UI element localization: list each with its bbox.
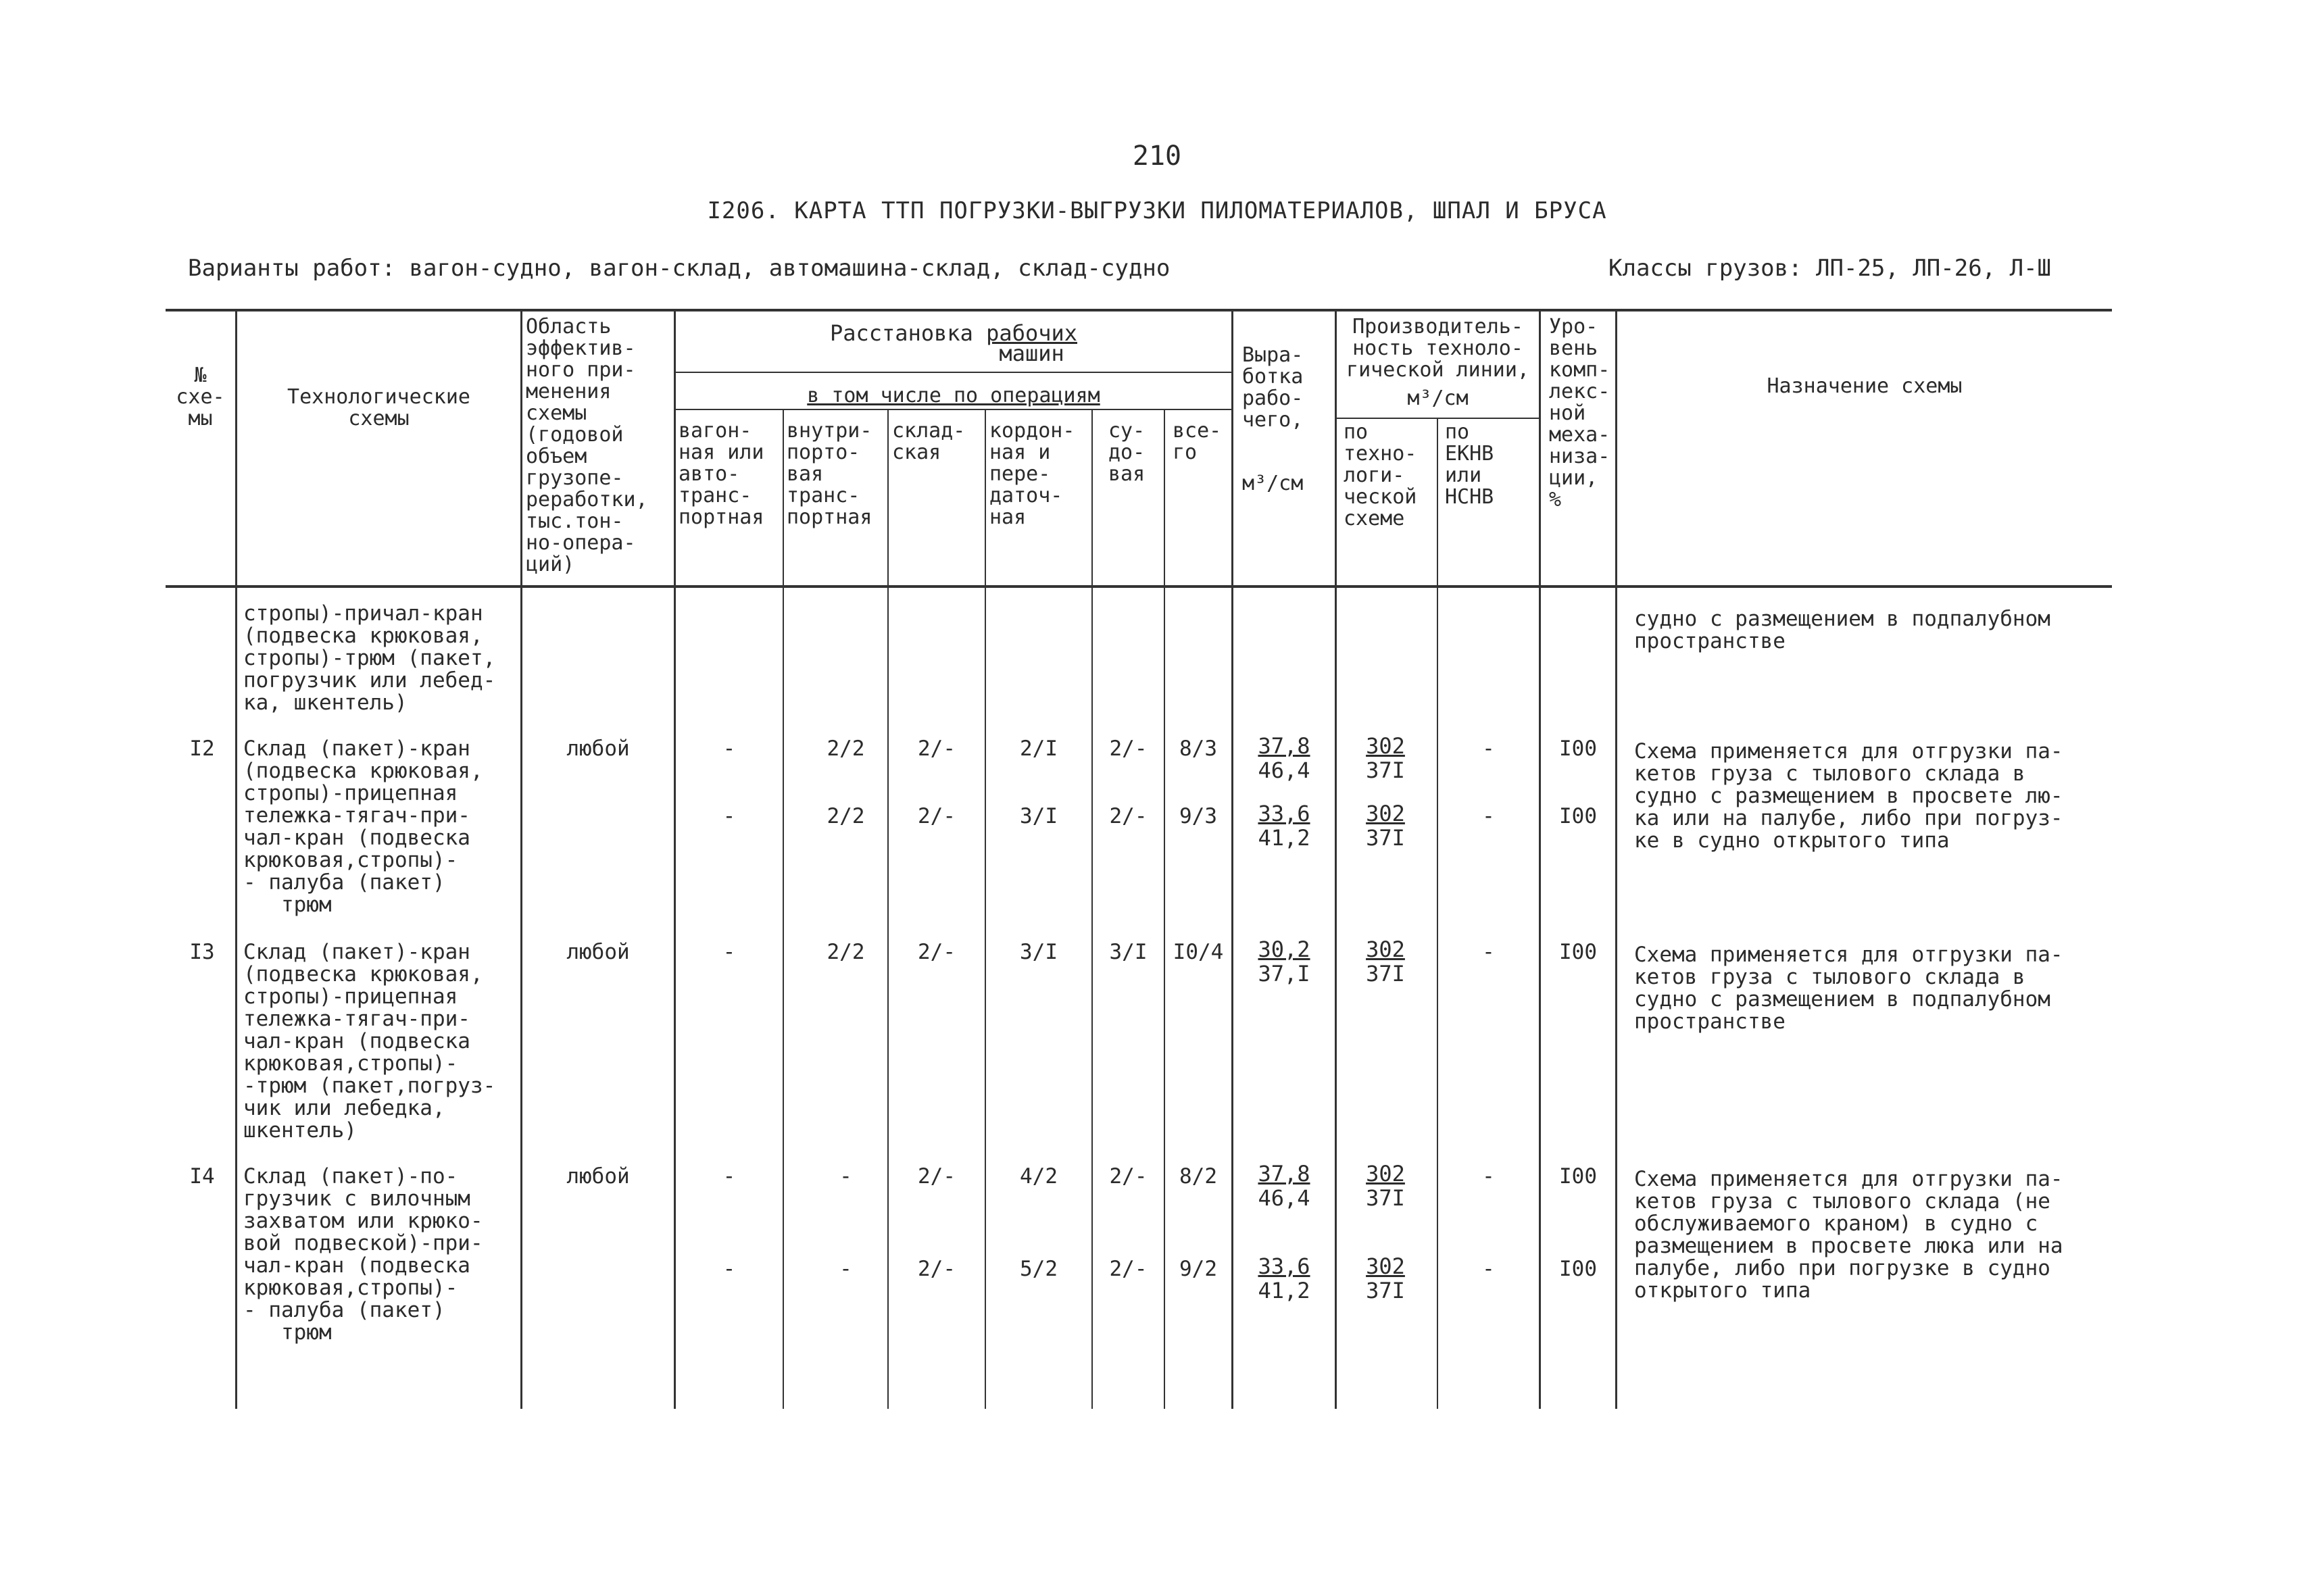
mechanization-value: I00 (1559, 1257, 1597, 1281)
header-productivity: Производитель- ность техноло- гической линии, (1346, 315, 1529, 382)
output-value-alt: 37,I (1258, 961, 1310, 987)
productivity-value: 302 (1366, 733, 1405, 759)
op-warehouse-value: 2/- (918, 1257, 956, 1281)
mechanization-value: I00 (1559, 804, 1597, 828)
operations-divider (674, 409, 1231, 410)
header-output: Выра- ботка рабо- чего, (1242, 343, 1304, 432)
col-rule-12 (1539, 309, 1541, 1409)
header-op-internal: внутри- порто- вая транс- портная (787, 419, 872, 529)
col-rule-3 (674, 309, 676, 1409)
productivity-fraction (1345, 1162, 1426, 1210)
productivity-value-alt: 37I (1366, 825, 1405, 851)
scheme-purpose: Схема применяется для отгрузки па- кетов груза с тылового склада в судно с размещением в подпалубном пространстве (1634, 943, 2063, 1034)
output-value: 37,8 (1258, 733, 1310, 759)
op-ship-value: 2/- (1109, 1164, 1148, 1189)
scheme-description: Склад (пакет)-кран (подвеска крюковая, стропы)-прицепная тележка-тягач-при- чал-кран (подвеска крюковая,стропы)- -трюм (пакет,погруз- чик или лебедка, шкентель) (243, 940, 496, 1143)
op-internal-value: 2/2 (827, 804, 865, 828)
op-total-value: 9/2 (1179, 1257, 1217, 1281)
output-value: 30,2 (1258, 937, 1310, 962)
op-kordon-value: 2/I (1020, 737, 1058, 761)
op-internal-value: 2/2 (827, 737, 865, 761)
norm-value: - (1482, 1164, 1495, 1189)
op-internal-value: 2/2 (827, 940, 865, 964)
scheme-purpose: Схема применяется для отгрузки па- кетов груза с тылового склада в судно с размещением в просвете лю- ка или на палубе, либо при погруз- ке в судно открытого типа (1634, 739, 2063, 853)
scheme-purpose: Схема применяется для отгрузки па- кетов груза с тылового склада (не обслуживаемого краном) в судно с размещением в просвете люка или на палубе, либо при погрузке в судно открытого типа (1634, 1167, 2063, 1303)
output-fraction (1244, 734, 1325, 782)
mechanization-value: I00 (1559, 940, 1597, 964)
op-internal-value: - (839, 1257, 852, 1281)
output-fraction (1244, 937, 1325, 986)
productivity-value: 302 (1366, 1161, 1405, 1187)
scheme-description: Склад (пакет)-кран (подвеска крюковая, стропы)-прицепная тележка-тягач-при- чал-кран (подвеска крюковая,стропы)- - палуба (пакет) трюм (243, 737, 483, 917)
output-value-alt: 41,2 (1258, 1278, 1310, 1303)
norm-value: - (1482, 1257, 1495, 1281)
continuation-purpose: судно с размещением в подпалубном пространстве (1634, 607, 2050, 653)
header-placement-machines: машин (999, 341, 1064, 366)
op-warehouse-value: 2/- (918, 737, 956, 761)
scheme-number: I3 (189, 940, 215, 964)
work-variants: Варианты работ: вагон-судно, вагон-склад, автомашина-склад, склад-судно (188, 255, 1171, 282)
norm-value: - (1482, 940, 1495, 964)
header-op-total: все- го (1173, 419, 1222, 464)
op-warehouse-value: 2/- (918, 1164, 956, 1189)
application-area: любой (566, 1164, 630, 1189)
op-wagon-value: - (722, 940, 736, 964)
header-prod-by-norm: по ЕКНВ или НСНВ (1445, 420, 1494, 509)
productivity-fraction (1345, 1254, 1426, 1303)
header-tech-schemes: Технологические схемы (287, 385, 470, 430)
application-area: любой (566, 737, 630, 761)
continuation-scheme: стропы)-причал-кран (подвеска крюковая, стропы)-трюм (пакет, погрузчик или лебед- ка, шкентель) (243, 601, 496, 715)
header-mechanization-level: Уро- вень комп- лекс- ной меха- низа- ции, % (1549, 315, 1610, 512)
placement-divider (674, 372, 1231, 373)
productivity-fraction (1345, 734, 1426, 782)
output-value: 37,8 (1258, 1161, 1310, 1187)
op-internal-value: - (839, 1164, 852, 1189)
op-ship-value: 2/- (1109, 737, 1148, 761)
header-op-warehouse: склад- ская (892, 419, 966, 464)
header-placement-word: Расстановка (829, 320, 973, 346)
col-rule-9 (1231, 309, 1233, 1409)
productivity-value: 302 (1366, 937, 1405, 962)
op-wagon-value: - (722, 1164, 736, 1189)
output-value: 33,6 (1258, 1253, 1310, 1279)
op-warehouse-value: 2/- (918, 940, 956, 964)
application-area: любой (566, 940, 630, 964)
op-kordon-value: 3/I (1020, 804, 1058, 828)
norm-value: - (1482, 737, 1495, 761)
header-scheme-no: № схе- мы (176, 364, 225, 430)
op-wagon-value: - (722, 737, 736, 761)
productivity-value: 302 (1366, 1253, 1405, 1279)
op-ship-value: 2/- (1109, 804, 1148, 828)
col-rule-2 (520, 309, 522, 1409)
op-kordon-value: 3/I (1020, 940, 1058, 964)
header-purpose: Назначение схемы (1767, 374, 1963, 398)
header-including-operations: в том числе по операциям (807, 384, 1100, 407)
header-placement-workers: рабочих (986, 320, 1078, 346)
productivity-fraction (1345, 937, 1426, 986)
productivity-fraction (1345, 801, 1426, 850)
table-top-rule (166, 309, 2112, 311)
scheme-description: Склад (пакет)-по- грузчик с вилочным захватом или крюко- вой подвеской)-при- чал-кран (подвеска крюковая,стропы)- - палуба (пакет) трюм (243, 1164, 483, 1345)
scheme-number: I2 (189, 737, 215, 761)
productivity-value-alt: 37I (1366, 961, 1405, 987)
header-placement (676, 320, 1231, 366)
output-value-alt: 46,4 (1258, 1185, 1310, 1211)
op-total-value: 8/2 (1179, 1164, 1217, 1189)
header-op-kordon: кордон- ная и пере- даточ- ная (989, 419, 1075, 529)
norm-value: - (1482, 804, 1495, 828)
output-value-alt: 46,4 (1258, 757, 1310, 783)
productivity-value-alt: 37I (1366, 757, 1405, 783)
col-rule-1 (235, 309, 237, 1409)
header-prod-by-scheme: по техно- логи- ческой схеме (1344, 420, 1417, 530)
output-fraction (1244, 1162, 1325, 1210)
output-fraction (1244, 1254, 1325, 1303)
col-rule-10 (1335, 309, 1337, 1409)
scheme-number: I4 (189, 1164, 215, 1189)
col-rule-13 (1615, 309, 1617, 1409)
header-application-area: Область эффектив- ного при- менения схемы (годовой объем грузопе- реработки, тыс.тон- но-опера- ций) (526, 315, 648, 576)
op-ship-value: 2/- (1109, 1257, 1148, 1281)
output-value-alt: 41,2 (1258, 825, 1310, 851)
header-productivity-unit: м³/см (1407, 386, 1469, 410)
cargo-classes: Классы грузов: ЛП-25, ЛП-26, Л-Ш (1608, 255, 2052, 282)
header-output-unit: м³/см (1242, 472, 1304, 495)
document-title: I206. КАРТА ТТП ПОГРУЗКИ-ВЫГРУЗКИ ПИЛОМАТЕРИАЛОВ, ШПАЛ И БРУСА (707, 197, 1607, 224)
op-ship-value: 3/I (1109, 940, 1148, 964)
header-op-ship: су- до- вая (1108, 419, 1146, 486)
col-rule-4 (783, 409, 784, 1409)
op-total-value: 8/3 (1179, 737, 1217, 761)
header-op-wagon: вагон- ная или авто- транс- портная (679, 419, 764, 529)
op-kordon-value: 4/2 (1020, 1164, 1058, 1189)
op-wagon-value: - (722, 804, 736, 828)
op-total-value: I0/4 (1173, 940, 1224, 964)
op-wagon-value: - (722, 1257, 736, 1281)
page-number: 210 (1132, 141, 1182, 172)
mechanization-value: I00 (1559, 737, 1597, 761)
mechanization-value: I00 (1559, 1164, 1597, 1189)
productivity-value-alt: 37I (1366, 1185, 1405, 1211)
op-warehouse-value: 2/- (918, 804, 956, 828)
output-value: 33,6 (1258, 801, 1310, 826)
op-total-value: 9/3 (1179, 804, 1217, 828)
productivity-value-alt: 37I (1366, 1278, 1405, 1303)
op-kordon-value: 5/2 (1020, 1257, 1058, 1281)
productivity-value: 302 (1366, 801, 1405, 826)
output-fraction (1244, 801, 1325, 850)
header-bottom-rule (166, 585, 2112, 588)
